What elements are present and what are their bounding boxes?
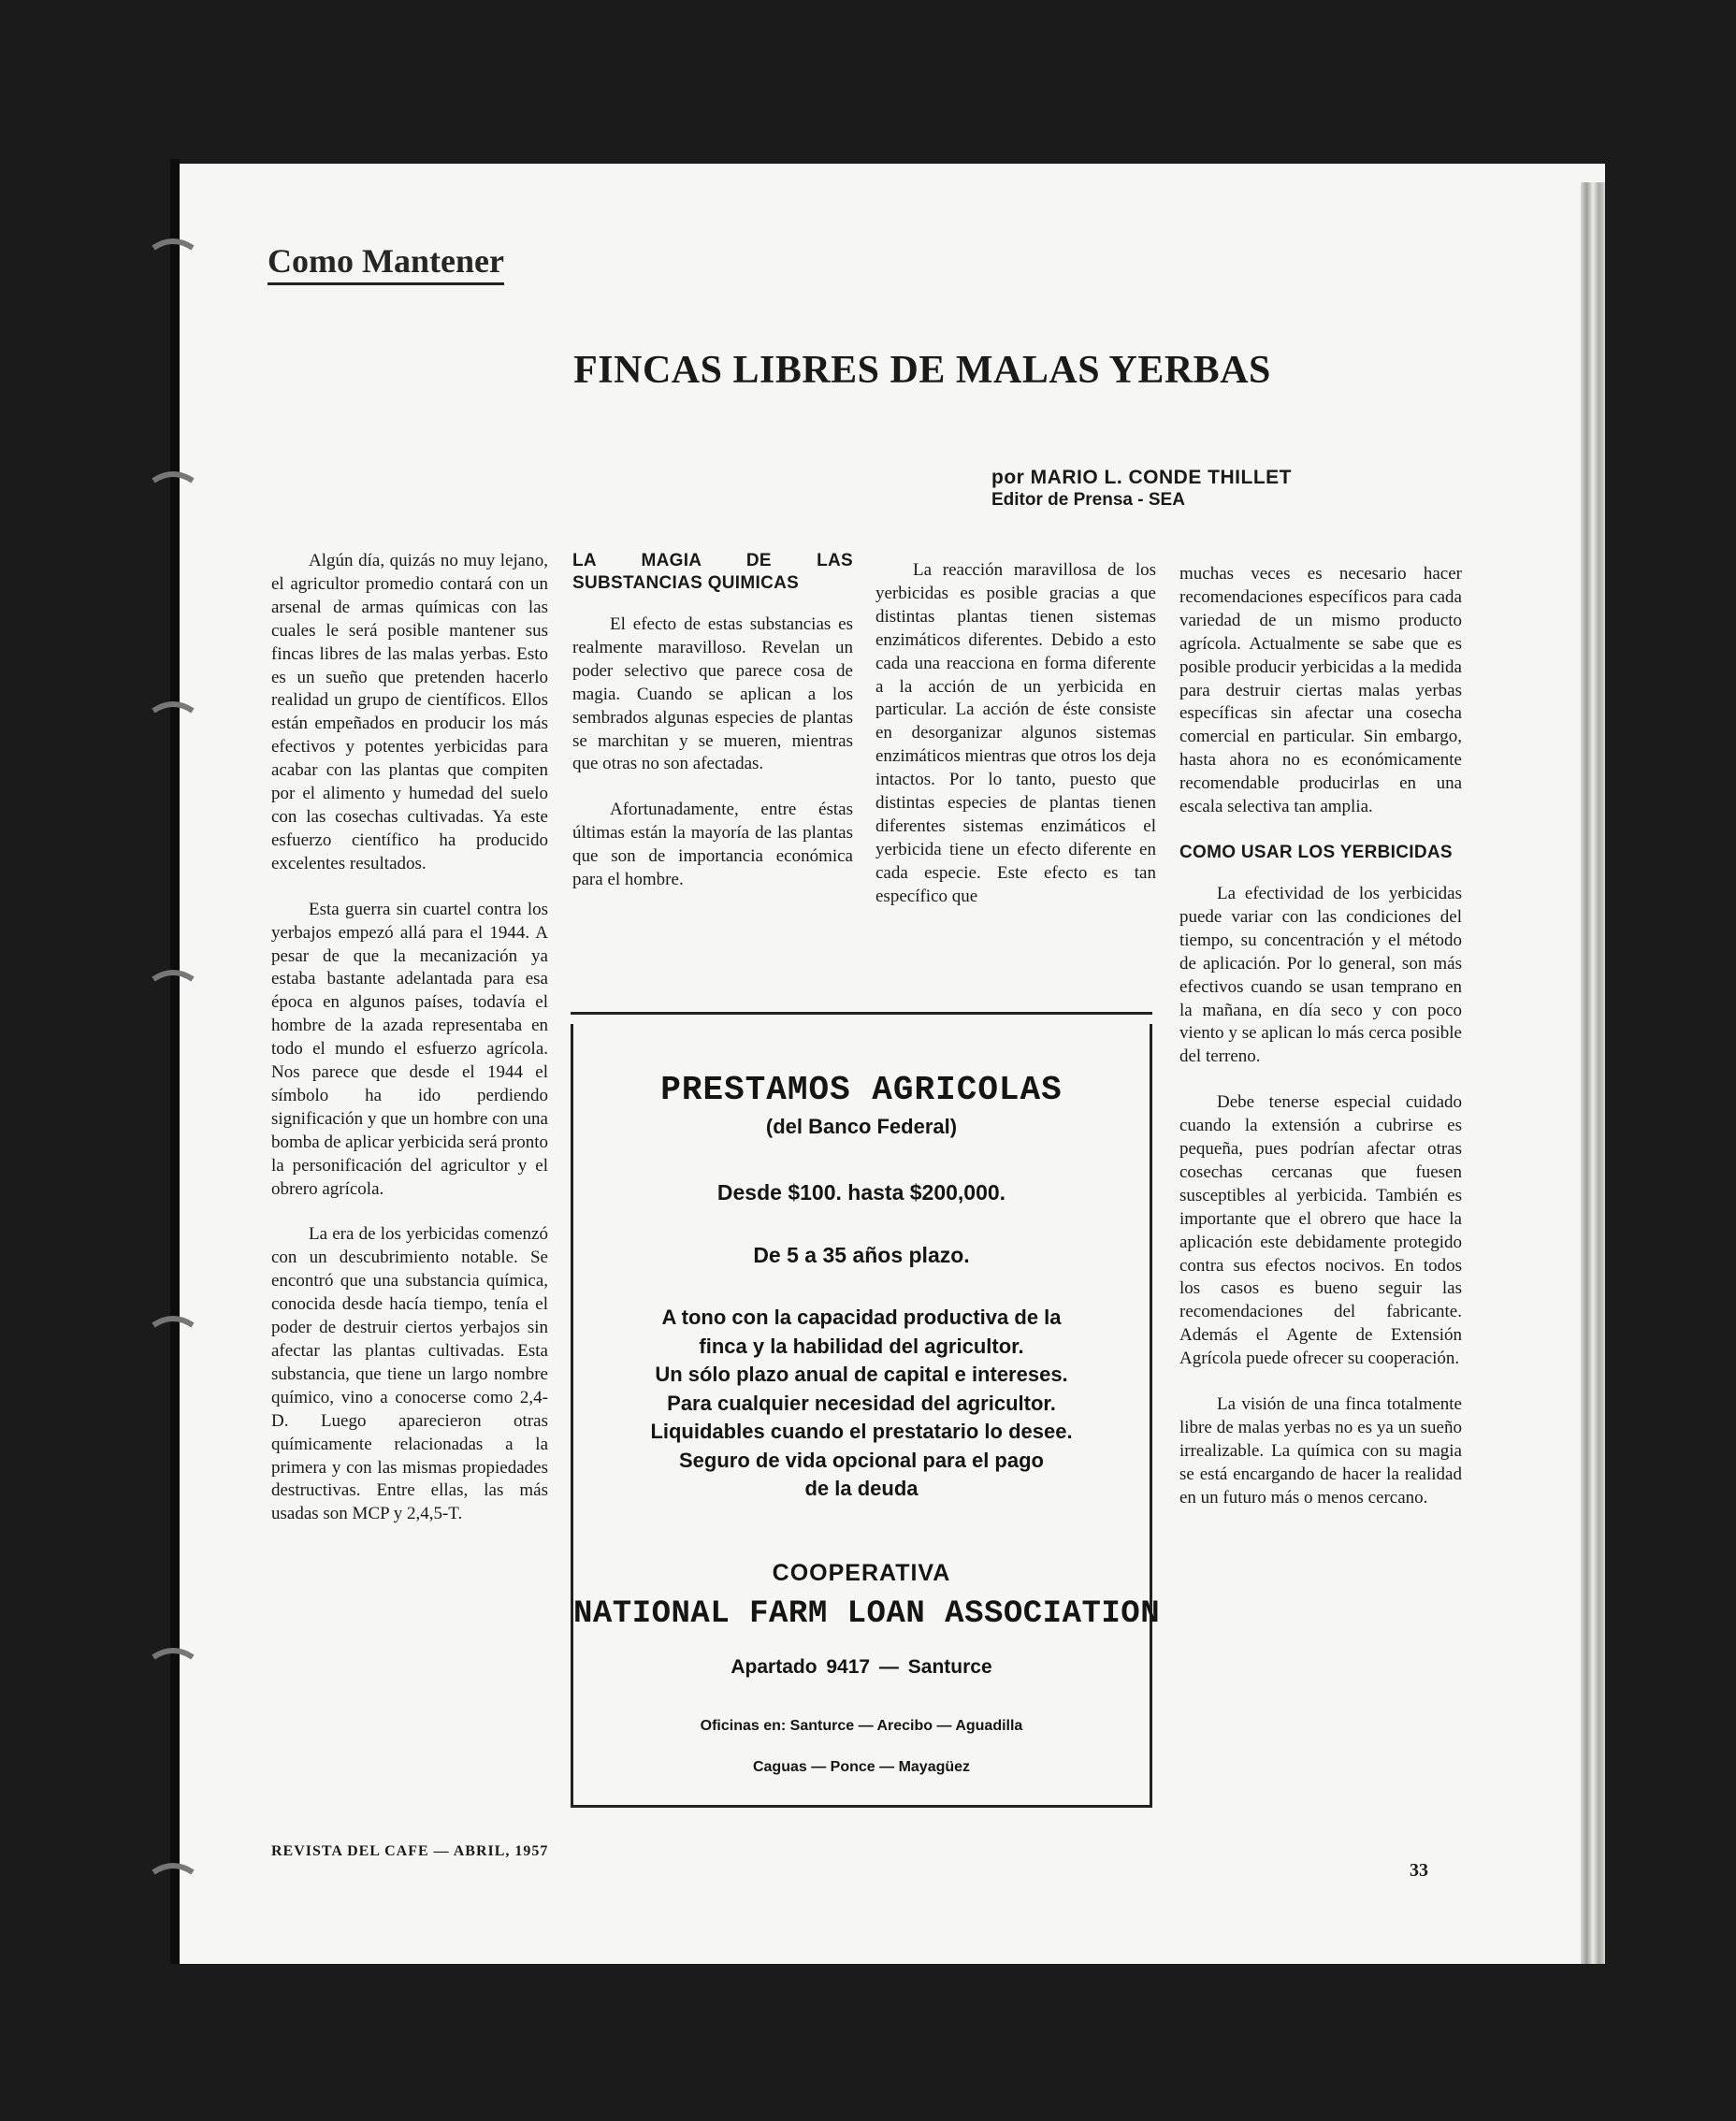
ad-feature-line: de la deuda xyxy=(804,1477,919,1500)
byline-author: por MARIO L. CONDE THILLET xyxy=(991,467,1292,488)
binder-ring-icon xyxy=(150,1646,196,1666)
article-column-2 xyxy=(572,550,853,892)
ad-offices: Caguas — Ponce — Mayagüez xyxy=(752,1758,971,1775)
ad-feature-line: Para cualquier necesidad del agricultor. xyxy=(667,1391,1056,1415)
binder-ring-icon xyxy=(150,1314,196,1335)
paragraph: La era de los yerbicidas comenzó con un descubrimiento notable. Se encontró que una substancia química, conocida desde hacía tiempo, tenía el poder de destruir ciertos yerbajos sin afectar las plantas cultivadas. Esta substancia, que tiene un largo nombre químico, vino a conocerse como 2,4-D. Luego aparecieron otras químicamente relacionadas a la primera y con las mismas propiedades destructivas. Entre ellas, las más usadas son MCP y 2,4,5-T. xyxy=(271,1224,548,1524)
article-column-3 xyxy=(875,559,1156,909)
paragraph: Algún día, quizás no muy lejano, el agricultor promedio contará con un arsenal de armas químicas con las cuales le será posible mantener sus fincas libres de las malas yerbas. Esto es un sueño que pretenden hacerlo realidad un grupo de científicos. Ellos están empeñados en producir los más efectivos y potentes yerbicidas para acabar con las plantas que compiten por el alimento y humedad del suelo con las cosechas cultivadas. Ya este esfuerzo científico ha producido excelentes resultados. xyxy=(271,551,548,873)
ad-feature-line: Seguro de vida opcional para el pago xyxy=(679,1448,1044,1472)
byline xyxy=(991,467,1292,512)
article-column-4 xyxy=(1179,563,1462,1510)
article-column-1 xyxy=(271,550,548,1526)
paragraph: Debe tenerse especial cuidado cuando la extensión a cubrirse es pequeña, pues podrían afectar otras cosechas cercanas que fuesen susceptibles al yerbicida. También es importante que el obrero que hace la aplicación este debidamente protegido contra sus efectos nocivos. En todos los casos es bueno seguir las recomendaciones del fabricante. Además el Agente de Extensión Agrícola puede ofrecer su cooperación. xyxy=(1179,1092,1462,1369)
ad-association: NATIONAL FARM LOAN ASSOCIATION xyxy=(573,1595,1161,1632)
paragraph: muchas veces es necesario hacer recomendaciones específicos para cada variedad de un mismo producto agrícola. Actualmente se sabe que es posible producir yerbicidas a la medida para destruir ciertas malas yerbas específicas sin afectar una cosecha comercial en particular. Sin embargo, hasta ahora no es económicamente recomendable producirlas en una escala selectiva tan amplia. xyxy=(1179,564,1462,817)
page-edge-stack xyxy=(1581,182,1605,1964)
ad-cooperative: COOPERATIVA xyxy=(772,1559,951,1586)
paragraph: La reacción maravillosa de los yerbicidas es posible gracias a que distintas plantas tienen sistemas enzimáticos diferentes. Debido a esto cada una reacciona en forma diferente a la acción de un yerbicida en particular. La acción de éste consiste en desorganizar algunos sistemas enzimáticos mientras que otros los deja intactos. Por lo tanto, puesto que distintas especies de plantas tienen diferentes sistemas enzimáticos el yerbicida tiene un efecto diferente en cada especie. Este efecto es tan específico que xyxy=(875,560,1156,906)
binder-spine xyxy=(170,159,180,1964)
binder-ring-icon xyxy=(150,1861,196,1882)
ad-features xyxy=(573,1304,1150,1504)
ad-term: De 5 a 35 años plazo. xyxy=(753,1243,970,1267)
article-headline: FINCAS LIBRES DE MALAS YERBAS xyxy=(573,349,1271,392)
ad-feature-line: A tono con la capacidad productiva de la xyxy=(661,1306,1062,1329)
ad-subtitle: (del Banco Federal) xyxy=(765,1115,958,1138)
paragraph: Afortunadamente, entre éstas últimas están la mayoría de las plantas que son de importancia económica para el hombre. xyxy=(572,800,853,890)
paragraph: La visión de una finca totalmente libre de malas yerbas no es ya un sueño irrealizable. La química con su magia se está encargando de hacer la realidad en un futuro más o menos cercano. xyxy=(1179,1394,1462,1508)
subheading: LA MAGIA DE LAS SUBSTANCIAS QUIMICAS xyxy=(572,551,853,593)
binder-ring-icon xyxy=(150,700,196,720)
section-header: Como Mantener xyxy=(268,241,504,285)
binder-ring-icon xyxy=(150,237,196,257)
paragraph: La efectividad de los yerbicidas puede variar con las condiciones del tiempo, su concentración y el método de aplicación. Por lo general, son más efectivos cuando se usan temprano en la mañana, en día seco y con poco viento y se aplican lo más cerca posible del terreno. xyxy=(1179,883,1462,1067)
ad-title: PRESTAMOS AGRICOLAS xyxy=(660,1071,1063,1109)
ad-feature-line: Un sólo plazo anual de capital e intereses. xyxy=(655,1363,1068,1386)
footer-publication: REVISTA DEL CAFE — ABRIL, 1957 xyxy=(271,1843,549,1859)
ad-address: Apartado 9417 — Santurce xyxy=(731,1655,992,1678)
binder-ring-icon xyxy=(150,469,196,490)
ad-top-rule xyxy=(571,1012,1152,1015)
ad-feature-line: finca y la habilidad del agricultor. xyxy=(699,1334,1024,1358)
ad-amount: Desde $100. hasta $200,000. xyxy=(716,1180,1006,1205)
page-number: 33 xyxy=(1410,1860,1428,1881)
paragraph: Esta guerra sin cuartel contra los yerbajos empezó allá para el 1944. A pesar de que la mecanización ya estaba bastante adelantada para esa época en algunos países, todavía el hombre de la azada representaba en todo el mundo el esfuerzo agrícola. Nos parece que desde el 1944 el símbolo ha ido perdiendo significación y que un hombre con una bomba de aplicar yerbicida será pronto la personificación del agricultor y el obrero agrícola. xyxy=(271,899,548,1199)
paragraph: El efecto de estas substancias es realmente maravilloso. Revelan un poder selectivo que parece cosa de magia. Cuando se aplican a los sembrados algunas especies de plantas se marchitan y se mueren, mientras que otras no son afectadas. xyxy=(572,614,853,774)
byline-role: Editor de Prensa - SEA xyxy=(991,490,1185,510)
ad-offices: Oficinas en: Santurce — Arecibo — Aguadilla xyxy=(700,1717,1023,1734)
subheading: COMO USAR LOS YERBICIDAS xyxy=(1179,842,1453,862)
ad-feature-line: Liquidables cuando el prestatario lo desee. xyxy=(650,1420,1073,1443)
advertisement-box xyxy=(571,1024,1161,1808)
binder-ring-icon xyxy=(150,968,196,988)
